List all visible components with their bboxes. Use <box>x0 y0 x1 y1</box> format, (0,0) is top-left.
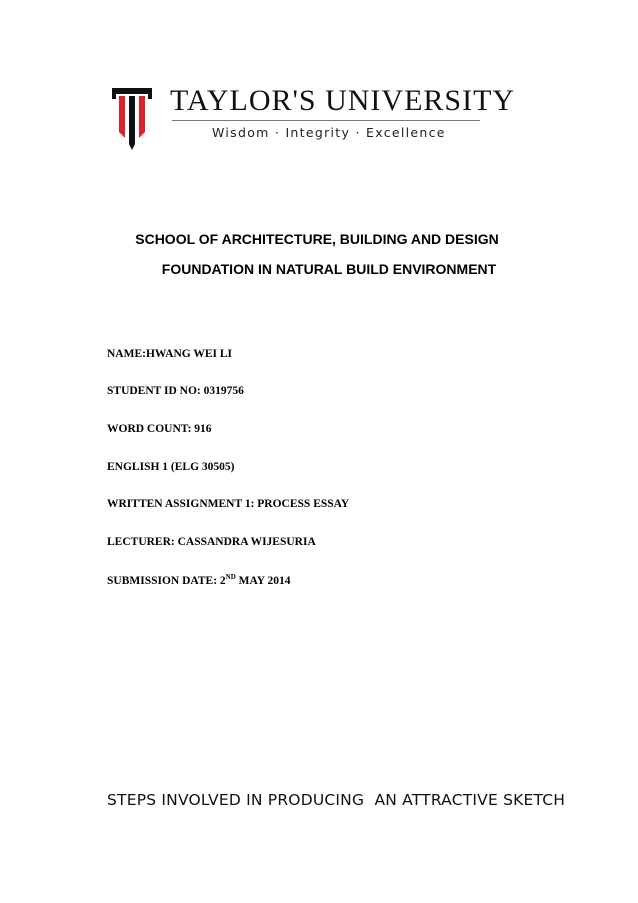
logo-name: TAYLOR'S UNIVERSITY <box>170 84 516 117</box>
course: ENGLISH 1 (ELG 30505) <box>107 461 235 473</box>
submission-date-prefix: SUBMISSION DATE: 2 <box>107 575 226 587</box>
submission-date <box>107 573 291 587</box>
essay-title: STEPS INVOLVED IN PRODUCING AN ATTRACTIVE SKETCH <box>107 791 566 809</box>
assignment: WRITTEN ASSIGNMENT 1: PROCESS ESSAY <box>107 498 350 510</box>
university-crest-icon <box>112 88 152 150</box>
logo-divider <box>172 120 480 121</box>
word-count: WORD COUNT: 916 <box>107 423 212 435</box>
programme-heading: FOUNDATION IN NATURAL BUILD ENVIRONMENT <box>161 261 497 277</box>
submission-date-suffix: MAY 2014 <box>235 575 291 587</box>
lecturer: LECTURER: CASSANDRA WIJESURIA <box>107 536 316 548</box>
submission-date-ordinal: ND <box>225 573 236 581</box>
student-name: NAME:HWANG WEI LI <box>107 348 233 360</box>
university-logo <box>112 84 516 152</box>
logo-tagline: Wisdom · Integrity · Excellence <box>212 125 446 140</box>
school-heading: SCHOOL OF ARCHITECTURE, BUILDING AND DESIGN <box>135 231 499 247</box>
student-id: STUDENT ID NO: 0319756 <box>107 385 244 397</box>
